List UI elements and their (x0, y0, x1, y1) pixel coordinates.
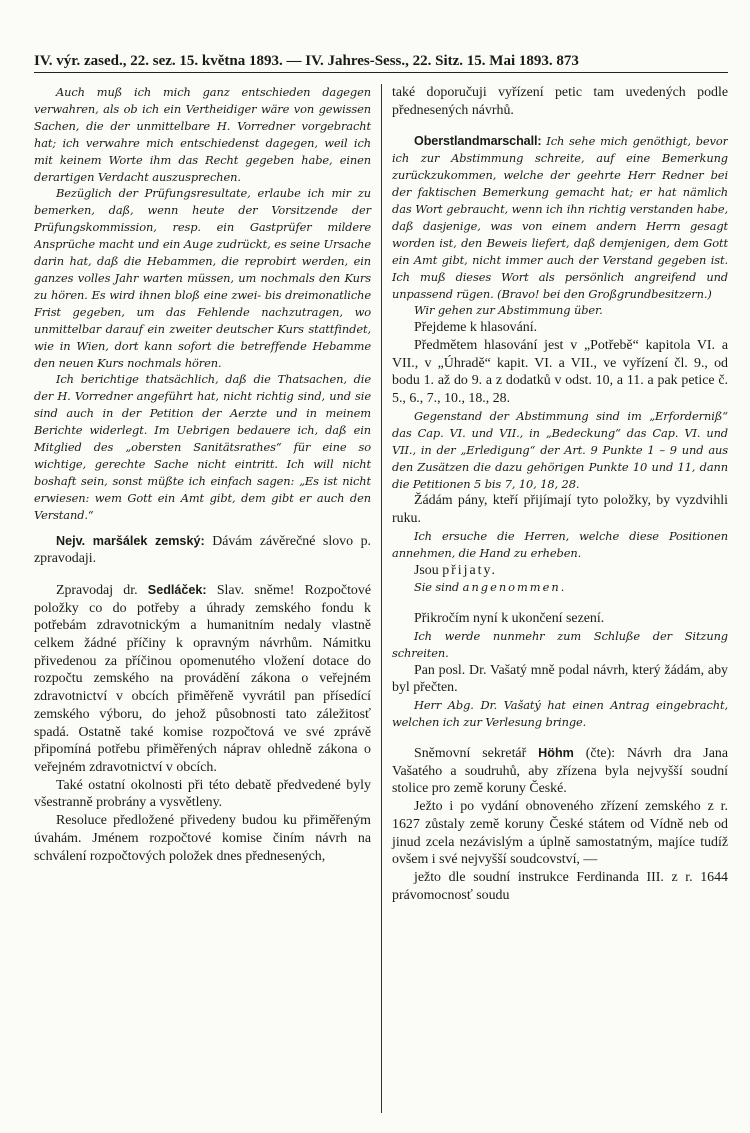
paragraph: Wir gehen zur Abstimmung über. (414, 303, 603, 318)
header-text: IV. výr. zased., 22. sez. 15. května 1893. — IV. Jahres-Sess., 22. Sitz. 15. Mai 1893. 873 (34, 53, 579, 69)
paragraph: Pan posl. Dr. Vašatý mně podal návrh, který žádám, aby byl přečten. (392, 662, 728, 696)
speaker-name: Höhm (538, 745, 574, 760)
running-header (34, 46, 728, 73)
speaker-role: Zpravodaj dr. (56, 582, 148, 598)
paragraph: Žádám pány, kteří přijímají tyto položky, by vyzdvihli ruku. (392, 493, 728, 527)
speech (392, 133, 728, 302)
speaker-name: Nejv. maršálek zemský: (56, 533, 205, 548)
paragraph: Také ostatní okolnosti při této debatě předvedené byly všestranně probrány a vysvětleny. (34, 777, 371, 811)
paragraph: Předmětem hlasování jest v „Potřebě“ kapitola VI. a VII., v „Úhradě“ kapit. VI. a VII., ve vyřízení čl. 9., od bodu 1. až do 9. a z dodatků v odst. 10, a 11. a pak petice č. 5., 6., 7., 10., 18., 28. (392, 338, 728, 407)
speech (392, 745, 728, 798)
paragraph: Auch muß ich mich ganz entschieden dagegen verwahren, als ob ich ein Vertheidiger wäre von gewissen Sachen, die der unmittelbare H. Vorredner vorgebracht hat; ich verwahre mich entschiedenst dagegen, weil ich mit keinem Worte ihm das Recht gegeben habe, einen derartigen Verdacht auszusprechen. (34, 85, 371, 184)
paragraph: Ich werde nunmehr zum Schluße der Sitzung schreiten. (392, 628, 728, 660)
paragraph: Ich berichtige thatsächlich, daß die Thatsachen, die der H. Vorredner angeführt hat, nicht richtig sind, und sie sind auch in der Petition der Aerzte und in meinem Berichte widerlegt. Im Uebrigen bedauere ich, daß ein Mitglied des „obersten Sanitätsrathes“ für eine so wichtige, gerechte Sache nicht eintritt. Ich will nicht boshaft sein, sonst müßte ich einfach sagen: „Es ist nicht erwiesen: wem Gott ein Amt gibt, dem gibt er auch den Verstand.“ (34, 372, 371, 522)
paragraph: Bezüglich der Prüfungsresultate, erlaube ich mir zu bemerken, daß, wenn heute der Vorsitzende der Prüfungskommission, resp. ein Gastprüfer mildere Ansprüche macht und ein Auge zudrückt, es seine Ursache darin hat, daß die Hebammen, die reprobirt werden, ein ganzes volles Jahr warten müssen, um nochmals den Kurs zu hören. Es wird ihnen bloß eine zwei- bis dreimonatliche Frist gegeben, um das Fehlende nachzutragen, wo unmittelbar darauf ein zweiter deutscher Kurs stattfindet, wie in Wien, dort kann sofort die betreffende Hebamme den neuen Kurs nochmals hören. (34, 186, 371, 370)
paragraph: Ich ersuche die Herren, welche diese Positionen annehmen, die Hand zu erheben. (392, 528, 728, 560)
speaker-name: Sedláček: (147, 582, 207, 597)
right-column (381, 84, 728, 1113)
spaced-emphasis: přijaty. (442, 562, 498, 578)
speech-text: Slav. sněme! Rozpočtové položky co do potřeby a úhrady zemského fondu k potřebám zdravotnickým a humanitním nedaly vlastně celkem žádné příčiny k opravným návrhům. Námitku přivedenou za příčinou opomenutého vložení dotace do rozpočtu zemského na provádění zákona o veřejném zdravotnictví v obcích přiměřeně vyvrátil pan přísedící zemského výboru, do jehož působnosti tato záležitosť spadá. Ostatně také komise rozpočtová ve své zprávě připomíná potřebu přiměřených náprav ohledně zákona o veřejném zdravotnictví v obcích. (34, 582, 371, 775)
text-fragment: Sie sind (414, 580, 463, 595)
paragraph (392, 562, 728, 580)
text-fragment: Jsou (414, 562, 443, 578)
speaker-role: Sněmovní sekretář (414, 745, 539, 761)
left-column (34, 84, 381, 1113)
paragraph: Přikročím nyní k ukončení sezení. (414, 611, 605, 627)
paragraph: Ježto i po vydání obnoveného zřízení zemského z r. 1627 zůstaly země koruny České státem od Vídně neb od jinud zcela nezávislým a úplně samostatným, majíce tudíž ovšem i své nejvyšší soudcovství, — (392, 799, 728, 868)
paragraph: Gegenstand der Abstimmung sind im „Erforderniß“ das Cap. VI. und VII., in „Bedeckung“ das Cap. VI. und VII., in der „Erledigung“ der Art. 9 Punkte 1 – 9 und aus den Zusätzen die dazu gehörigen Punkte 10 und 11, dann die Petitionen 5 bis 7, 10, 18, 28. (392, 408, 728, 491)
spaced-emphasis: angenommen. (462, 580, 567, 595)
paragraph (392, 579, 728, 596)
speech-text: Dávám závěrečné slovo p. zpravodaji. (34, 533, 371, 567)
paragraph: ježto dle soudní instrukce Ferdinanda III. z r. 1644 právomocnosť soudu (392, 869, 728, 903)
speech-text: Ich sehe mich genöthigt, bevor ich zur Abstimmung schreite, auf eine Bemerkung zurückzukommen, welche der geehrte Herr Redner bei der faktischen Bemerkung gemacht hat; er hat nämlich das Wort gebraucht, wenn ich ihn richtig verstanden habe, daß dasjenige, was von einem andern Herrn gesagt worden ist, den Beweis liefert, daß demjenigen, dem Gott ein Amt gibt, nicht immer auch der Verstand gegeben ist. Ich muß dieses Wort als persönlich angreifend und unpassend rügen. (Bravo! bei den Großgrundbesitzern.) (392, 134, 728, 301)
speech (34, 582, 371, 777)
paragraph: Přejdeme k hlasování. (414, 320, 538, 336)
paragraph: Resoluce předložené přivedeny budou ku přiměřeným úvahám. Jménem rozpočtové komise činím návrh na schválení rozpočtových položek dnes přednesených, (34, 813, 371, 864)
two-column-body (34, 84, 728, 1113)
speech-text: (čte): Návrh dra Jana Vašatého a soudruhů, aby zřízena byla nejvyšší soudní stolice pro země koruny České. (392, 745, 728, 797)
paragraph: také doporučuji vyřízení petic tam uvedených podle přednesených návrhů. (392, 85, 728, 118)
speech (34, 533, 371, 568)
speaker-name: Oberstlandmarschall: (414, 134, 542, 149)
paragraph: Herr Abg. Dr. Vašatý hat einen Antrag eingebracht, welchen ich zur Verlesung bringe. (392, 698, 728, 730)
